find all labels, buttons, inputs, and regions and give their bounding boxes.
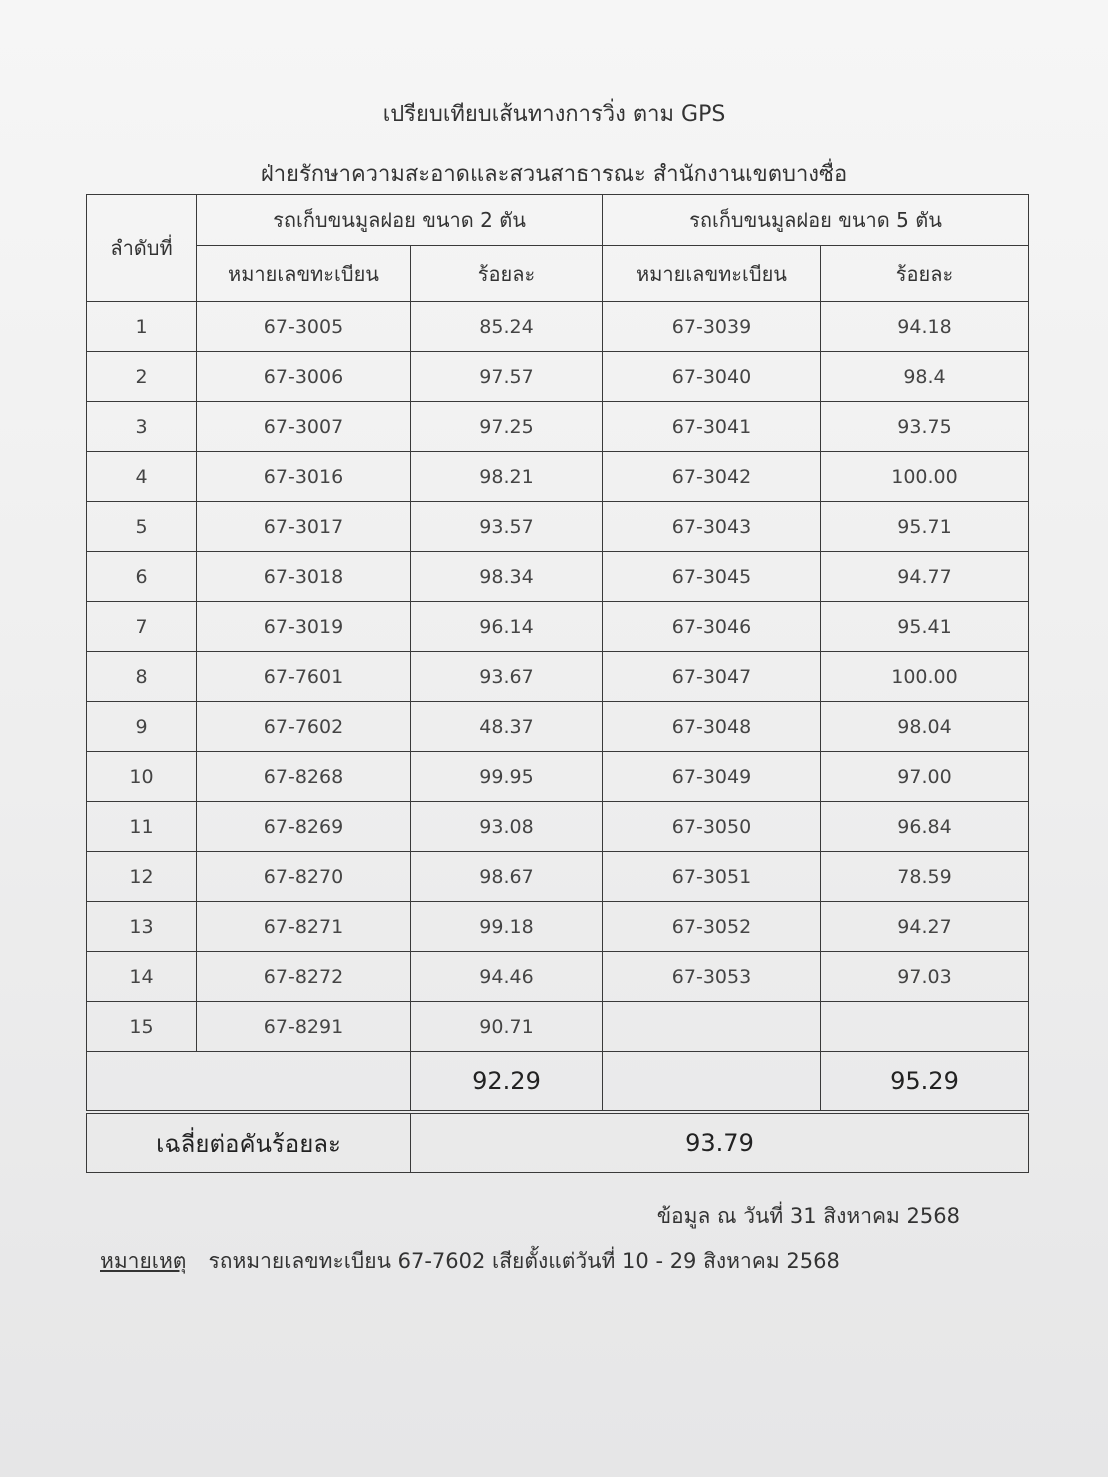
cell-pct2: 93.08 [411,802,603,852]
cell-no: 15 [87,1002,197,1052]
cell-pct2: 96.14 [411,602,603,652]
cell-pct2: 97.57 [411,352,603,402]
table-row [87,552,1029,602]
cell-plate2: 67-8270 [197,852,411,902]
cell-pct5: 96.84 [821,802,1029,852]
table-row [87,1002,1029,1052]
cell-plate2: 67-8269 [197,802,411,852]
cell-plate2: 67-3017 [197,502,411,552]
cell-plate5: 67-3048 [603,702,821,752]
table-row [87,452,1029,502]
table-row [87,352,1029,402]
cell-pct2: 93.57 [411,502,603,552]
cell-plate5: 67-3049 [603,752,821,802]
cell-plate5 [603,1002,821,1052]
header-percent-2ton: ร้อยละ [411,246,603,302]
cell-plate5: 67-3046 [603,602,821,652]
cell-pct5: 94.77 [821,552,1029,602]
cell-no: 14 [87,952,197,1002]
footnote [100,1245,840,1278]
table-row [87,852,1029,902]
cell-pct5: 93.75 [821,402,1029,452]
cell-plate5: 67-3042 [603,452,821,502]
table-row [87,302,1029,352]
gps-comparison-table [86,194,1029,1173]
data-date: ข้อมูล ณ วันที่ 31 สิงหาคม 2568 [656,1204,960,1228]
document-subtitle: ฝ่ายรักษาความสะอาดและสวนสาธารณะ สำนักงานเขตบางซื่อ [260,162,848,187]
document-title: เปรียบเทียบเส้นทางการวิ่ง ตาม GPS [382,102,726,127]
cell-no: 7 [87,602,197,652]
total-blank [87,1052,411,1113]
cell-no: 1 [87,302,197,352]
header-group-5ton: รถเก็บขนมูลฝอย ขนาด 5 ตัน [603,195,1029,246]
cell-pct5 [821,1002,1029,1052]
cell-plate2: 67-8268 [197,752,411,802]
total-row [87,1052,1029,1113]
cell-plate2: 67-8271 [197,902,411,952]
cell-no: 8 [87,652,197,702]
cell-pct2: 98.34 [411,552,603,602]
cell-pct5: 98.04 [821,702,1029,752]
cell-no: 10 [87,752,197,802]
table-row [87,602,1029,652]
cell-plate5: 67-3043 [603,502,821,552]
cell-no: 9 [87,702,197,752]
cell-no: 2 [87,352,197,402]
header-group-2ton: รถเก็บขนมูลฝอย ขนาด 2 ตัน [197,195,603,246]
cell-pct2: 99.18 [411,902,603,952]
cell-plate2: 67-8291 [197,1002,411,1052]
cell-plate5: 67-3040 [603,352,821,402]
cell-no: 3 [87,402,197,452]
cell-no: 5 [87,502,197,552]
cell-pct2: 94.46 [411,952,603,1002]
cell-no: 11 [87,802,197,852]
table-row [87,502,1029,552]
header-order: ลำดับที่ [87,195,197,302]
cell-pct5: 98.4 [821,352,1029,402]
cell-pct5: 95.71 [821,502,1029,552]
table-row [87,702,1029,752]
cell-pct2: 90.71 [411,1002,603,1052]
cell-pct2: 98.67 [411,852,603,902]
table-row [87,902,1029,952]
cell-pct2: 93.67 [411,652,603,702]
cell-plate5: 67-3053 [603,952,821,1002]
table-row [87,752,1029,802]
cell-pct5: 97.00 [821,752,1029,802]
cell-plate2: 67-7601 [197,652,411,702]
footnote-label: หมายเหตุ [100,1249,187,1273]
cell-pct2: 97.25 [411,402,603,452]
cell-plate2: 67-3005 [197,302,411,352]
cell-pct5: 100.00 [821,652,1029,702]
cell-pct5: 94.18 [821,302,1029,352]
header-percent-5ton: ร้อยละ [821,246,1029,302]
cell-no: 13 [87,902,197,952]
header-plate-2ton: หมายเลขทะเบียน [197,246,411,302]
cell-pct5: 100.00 [821,452,1029,502]
cell-plate2: 67-3016 [197,452,411,502]
cell-plate5: 67-3051 [603,852,821,902]
cell-pct5: 94.27 [821,902,1029,952]
cell-plate5: 67-3052 [603,902,821,952]
cell-plate2: 67-3018 [197,552,411,602]
cell-plate2: 67-7602 [197,702,411,752]
cell-pct5: 78.59 [821,852,1029,902]
cell-no: 6 [87,552,197,602]
total-5ton: 95.29 [821,1052,1029,1113]
cell-plate5: 67-3050 [603,802,821,852]
cell-plate2: 67-3006 [197,352,411,402]
table-row [87,652,1029,702]
cell-plate5: 67-3041 [603,402,821,452]
cell-plate2: 67-3007 [197,402,411,452]
cell-plate5: 67-3045 [603,552,821,602]
cell-pct2: 99.95 [411,752,603,802]
cell-plate2: 67-3019 [197,602,411,652]
table-row [87,802,1029,852]
header-plate-5ton: หมายเลขทะเบียน [603,246,821,302]
average-label: เฉลี่ยต่อคันร้อยละ [87,1112,411,1173]
header-row-groups [87,195,1029,246]
total-blank-plate [603,1052,821,1113]
footnote-text: รถหมายเลขทะเบียน 67-7602 เสียตั้งแต่วันที่ 10 - 29 สิงหาคม 2568 [208,1249,840,1273]
average-row [87,1112,1029,1173]
cell-no: 12 [87,852,197,902]
cell-pct5: 95.41 [821,602,1029,652]
cell-plate5: 67-3039 [603,302,821,352]
total-2ton: 92.29 [411,1052,603,1113]
cell-no: 4 [87,452,197,502]
cell-pct2: 85.24 [411,302,603,352]
average-value: 93.79 [411,1112,1029,1173]
table-row [87,952,1029,1002]
cell-plate2: 67-8272 [197,952,411,1002]
cell-plate5: 67-3047 [603,652,821,702]
table-row [87,402,1029,452]
cell-pct2: 48.37 [411,702,603,752]
cell-pct5: 97.03 [821,952,1029,1002]
header-row-columns [87,246,1029,302]
cell-pct2: 98.21 [411,452,603,502]
